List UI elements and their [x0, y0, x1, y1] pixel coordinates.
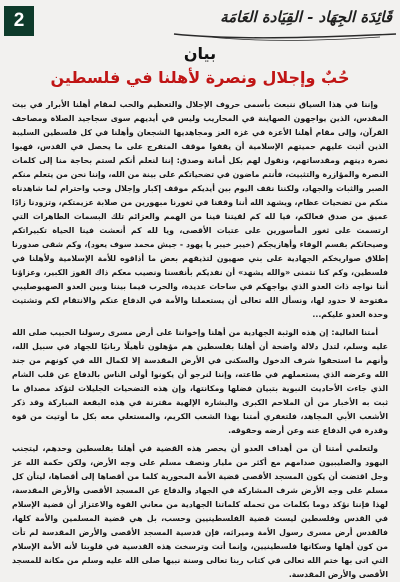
paragraph: وإننا في هذا السياق ننبعث بأسمى حروف الإجلال والتعظيم والحب لمقام أهلنا الأبرار في بيت المقدس، الذين يواجهون الصهاينة في المحاريب وليس في أيديهم سوى سجاجيد الصلاة ومصاحف القرآن، وإلى مقام أهلنا الأعزة في غزة العز ومجاهديها الشجعان وأهلنا في كل فلسطين السليبة الذين أثبت عليهم حميتهم الإسلامية أن يقفوا موقف المتفرج على ما يحصل في القدس، فهبوا نصرة دينهم ومقدساتهم، ونقول لهم بكل أمانة وصدق: إننا لنعلم أنكم لستم بحاجة منا إلى كلمات النصرة والمؤازرة والتثبيت، فأنتم ماضون في تضحياتكم على بينة من الله، وإننا نحن من يتعلم منكم الصبر والثبات والجهاد، ولكننا نقف اليوم بين أيديكم موقف إكبار وإجلال وحب واحترام لما شاهدناه منكم من تضحيات عظام، ويشهد الله أننا وقفنا في ثغورنا مبهورين من صلابة عزيمتكم، وتزودنا زادًا عميق من صدق فعالكم، فيا لله كم لقيتنا فينا من الهمم والعزائم تلك البسمات الطاهرات التي ارتسمت على ثغور المأسورين على عتبات الأقصى، ويا لله كم أنعشت فينا الحياة تكبيراتكم وصيحاتكم بقسم الوفاء وأهازيجكم (خيبر خيبر يا يهود - جيش محمد سوف يعود)، وكم شقى صدورنا إطلاق صواريخكم الجهادية على بني صهيون لتذيقهم بعض ما أذاقوه للأمة الإسلامية ولأهلنا في فلسطين، وكم كنا نتمنى «والله يشهد» أن نفديكم بأنفسنا ونصيب معكم ذاك الفوز الكبير، وعزاؤنا أننا نواجه ذات العدو الذي يواجهكم في ساحات عديدة، والحرب فيما بيننا وبين العدو الصهيوصليبي مفتوحة لا حدود لها، ونسأل الله تعالى أن يستعملنا والأمة في الدفاع عنكم والانتقام لكم وتشتيت وحدة العدو عليكم...: [12, 100, 388, 319]
paragraph: ولتعلمي أمتنا أن من أهداف العدو أن يحصر هذه القضية في أهلنا بفلسطين وحدهم، ليتجنب اليهود والصليبيون صدامهم مع أكثر من مليار ونصف مسلم على وجه الأرض، ولكن حكمة الله عز وجل اقتضت أن يكون المسجد الأقصى قضية الأمة المحورية كلما من أقصاها إلى أقصاها، ليتأن كل مسلم على وجه الأرض شرف المشاركة في الجهاد والدفاع عن المسجد الأقصى والأرض المقدسة، لهذا فإننا نؤكد دوما بكلمات من تحمله كلماتنا الجهادية من معاني القوة والاعتزاز أن قضية الإسلام في القدس وفلسطين ليست قضية الفلسطينيين وحسب، بل هي قضية المسلمين والأمة كلها، فالقدس أرض مسرى رسول الأمة وميراثه، فإن قدسية المسجد الأقصى والأرض المقدسة لم تأت من كون أهلها وسكانها فلسطينيين، وإنما أتت وترسخت هذه القدسية في قلوبنا لأنه الأمة الإسلام التي اتى بها ختم الله تعالى في كتاب ربنا تعالى وسنة نبيها صلى الله عليه وسلم من مكانة للمسجد الأقصى والأرض المقدسة.: [12, 444, 388, 579]
paragraph: أمتنا الغالية: إن هذه الوثبة الجهادية من أهلنا وإخواننا على أرض مسرى رسولنا الحبيب صلى الله عليه وسلم، لتدل دلالة واضحة أن أهلنا بفلسطين هم مؤهلون تأهيلًا ربانيًا للجهاد في سبيل الله، وأنهم ما استحقوا شرف الدخول والسكنى في الأرض المقدسة إلا لكمال الله في كونهم من جند الله وعرضه الذي يستعملهم في طاعته، وإننا لنرجو أن يكونوا أولى الناس بالدفاع عن قلب الشام الذي جاءت الأحاديث النبوية بتبيان فضلها ومكانتها، وإن هذه التضحيات الجليلات لتؤكد مصداق ما ثبت به الأخبار من أن الملاحم الكبرى والبشارة الإلهية مقترنة في هذه البقعة المباركة وقد ذكر الأشعب الأبي المجاهد، فلتغفري أمتنا بهذا الشعب الكريم، والمستعلي معه بكل ما أوتيت من قوة وقدرة في الدفاع عنه وعن أرضه وحقوقه.: [12, 328, 388, 435]
logo-text: قَائِدَة الجِهَاد - القِيَادة العَامَة: [220, 8, 392, 26]
title-block: [0, 44, 400, 90]
page-number: 2: [4, 6, 34, 36]
title-headline: حُبٌ وإجلال ونصرة لأهلنا في فلسطين: [50, 68, 350, 87]
body-text: [12, 98, 388, 579]
header: [0, 0, 400, 42]
title-statement: بيان: [183, 44, 217, 63]
